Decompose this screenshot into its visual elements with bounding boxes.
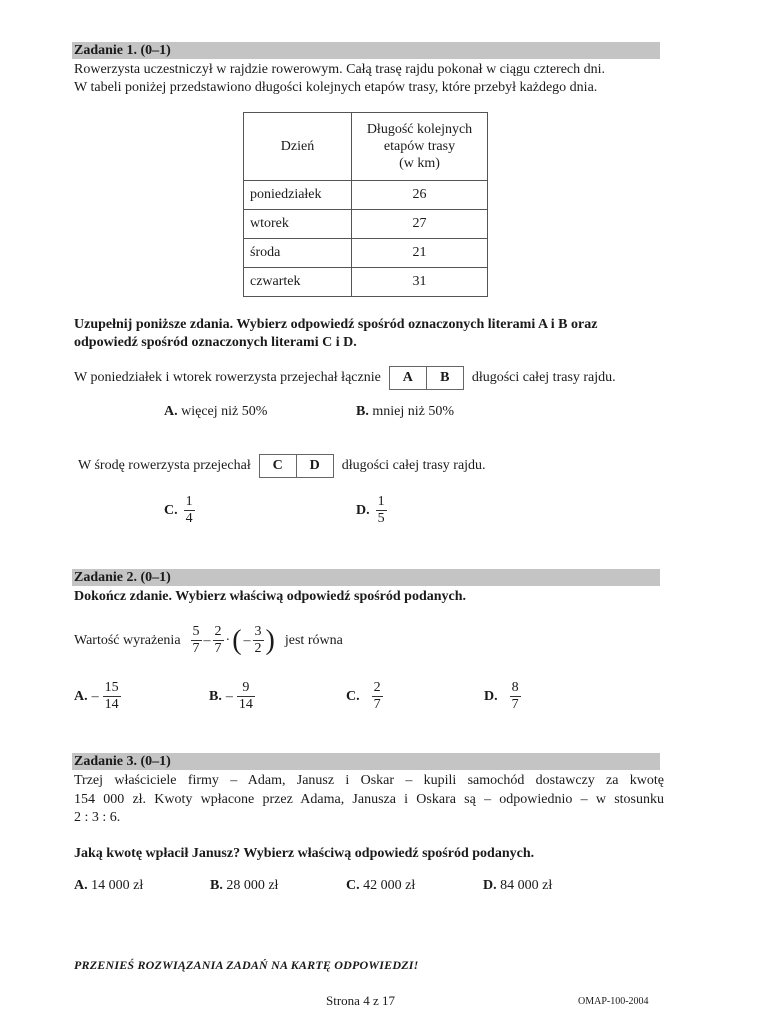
task2-option-b-label: B.: [209, 688, 222, 704]
task3-option-c-text: 42 000 zł: [363, 878, 416, 893]
option-a: [164, 404, 267, 420]
task2-option-c: [346, 680, 383, 713]
option-a-label: A.: [164, 404, 178, 419]
task3-option-a-label: A.: [74, 878, 88, 893]
option-b: [356, 404, 454, 420]
table-row: [244, 210, 488, 239]
task2-option-d: [484, 680, 521, 713]
sentence-1-after: długości całej trasy rajdu.: [471, 370, 616, 385]
task3-line2: 154 000 zł. Kwoty wpłacone przez Adama, Janusza i Oskara są – odpowiednio – w stosunku: [74, 792, 664, 807]
task2-option-a: [74, 680, 121, 713]
task3-option-b: [210, 878, 278, 894]
table-cell-day: środa: [244, 239, 352, 268]
task1-instruction-line2: odpowiedź spośród oznaczonych literami C i D.: [74, 335, 357, 350]
sentence-2-after: długości całej trasy rajdu.: [341, 458, 486, 473]
option-c: [164, 494, 195, 527]
option-c-label: C.: [164, 502, 178, 518]
expr-right-paren: ): [265, 624, 275, 656]
sentence-1-before: W poniedziałek i wtorek rowerzysta przejechał łącznie: [74, 370, 381, 385]
table-cell-km: 26: [352, 181, 488, 210]
task1-header: Zadanie 1. (0–1): [72, 42, 660, 59]
sentence-2-before: W środę rowerzysta przejechał: [78, 458, 251, 473]
expr-dot: ·: [225, 632, 231, 648]
task3-option-d-label: D.: [483, 878, 497, 893]
answer-b[interactable]: B: [426, 367, 463, 389]
table-header-day: Dzień: [244, 113, 352, 181]
table-header-length: [352, 113, 488, 181]
task1-instruction-line1: Uzupełnij poniższe zdania. Wybierz odpowiedź spośród oznaczonych literami A i B oraz: [74, 317, 598, 332]
task2-option-c-fraction: [372, 680, 383, 713]
sentence-2: [78, 453, 486, 479]
table-cell-day: czwartek: [244, 268, 352, 297]
table-row: [244, 268, 488, 297]
task3-option-b-label: B.: [210, 878, 223, 893]
task2-option-a-sign: –: [91, 688, 99, 704]
option-d-denominator: 5: [377, 511, 385, 526]
expr-frac-b: [213, 624, 224, 657]
expr-b-num: 2: [214, 624, 222, 639]
expr-frac-a: [191, 624, 202, 657]
expr-left-paren: (: [232, 624, 242, 656]
expr-a-num: 5: [192, 624, 200, 639]
task3-line1: Trzej właściciele firmy – Adam, Janusz i Oskar – kupili samochód dostawczy za kwotę: [74, 773, 664, 788]
task1-intro-line2: W tabeli poniżej przedstawiono długości kolejnych etapów trasy, które przebył każdego dnia.: [74, 80, 598, 95]
task2-option-b: [209, 680, 255, 713]
task2-header: Zadanie 2. (0–1): [72, 569, 660, 586]
task3-line3: 2 : 3 : 6.: [74, 810, 121, 825]
task2-option-a-den: 14: [104, 697, 119, 712]
answer-c[interactable]: C: [272, 458, 283, 473]
task2-option-d-num: 8: [511, 680, 519, 695]
task3-option-d: [483, 878, 552, 894]
table-cell-day: poniedziałek: [244, 181, 352, 210]
task3-option-a-text: 14 000 zł: [91, 878, 144, 893]
task2-option-c-den: 7: [373, 697, 381, 712]
expr-a-den: 7: [192, 641, 200, 656]
option-b-text: mniej niż 50%: [372, 404, 454, 419]
task3-option-a: [74, 878, 143, 894]
task2-option-b-num: 9: [242, 680, 250, 695]
option-d-fraction: [376, 494, 387, 527]
task2-option-d-den: 7: [511, 697, 519, 712]
expr-c-den: 2: [254, 641, 262, 656]
task2-option-b-den: 14: [238, 697, 253, 712]
task2-option-a-num: 15: [104, 680, 119, 695]
task1-intro-line1: Rowerzysta uczestniczył w rajdzie rowerowym. Całą trasę rajdu pokonał w ciągu czterech dni.: [74, 62, 606, 77]
table-cell-day: wtorek: [244, 210, 352, 239]
task2-option-c-label: C.: [346, 688, 360, 704]
task2-option-c-num: 2: [373, 680, 381, 695]
option-c-fraction: [184, 494, 195, 527]
table-row: [244, 181, 488, 210]
answer-box-ab[interactable]: [389, 366, 464, 390]
option-c-numerator: 1: [185, 494, 193, 509]
task2-instruction: Dokończ zdanie. Wybierz właściwą odpowiedź spośród podanych.: [74, 589, 467, 604]
task2-option-b-sign: –: [225, 688, 233, 704]
expression: [191, 624, 275, 657]
table-row: [244, 239, 488, 268]
document-code: OMAP-100-2004: [578, 996, 649, 1007]
task2-option-a-fraction: [103, 680, 121, 713]
task3-option-c-label: C.: [346, 878, 360, 893]
footer-notice: PRZENIEŚ ROZWIĄZANIA ZADAŃ NA KARTĘ ODPOWIEDZI!: [74, 958, 419, 972]
table-cell-km: 27: [352, 210, 488, 239]
expr-neg: –: [243, 632, 251, 648]
task2-option-a-label: A.: [74, 688, 88, 704]
task3-option-b-text: 28 000 zł: [226, 878, 279, 893]
expr-frac-c: [253, 624, 264, 657]
expression-before: Wartość wyrażenia: [74, 632, 181, 648]
answer-box-cd[interactable]: [259, 454, 334, 478]
distance-table: [243, 112, 488, 297]
table-header-length-line1: Długość kolejnych: [366, 122, 473, 137]
answer-d[interactable]: D: [296, 455, 333, 477]
option-d-label: D.: [356, 502, 370, 518]
option-d: [356, 494, 387, 527]
page-number: Strona 4 z 17: [326, 993, 395, 1008]
option-b-label: B.: [356, 404, 369, 419]
task3-question: Jaką kwotę wpłacił Janusz? Wybierz właściwą odpowiedź spośród podanych.: [74, 846, 535, 861]
expression-after: jest równa: [284, 632, 343, 648]
option-d-numerator: 1: [377, 494, 385, 509]
task2-option-b-fraction: [237, 680, 255, 713]
table-header-length-line2: etapów trasy: [383, 139, 456, 154]
expr-b-den: 7: [214, 641, 222, 656]
task2-option-d-label: D.: [484, 688, 498, 704]
option-c-denominator: 4: [185, 511, 193, 526]
expr-c-num: 3: [254, 624, 262, 639]
task2-option-d-fraction: [510, 680, 521, 713]
expr-minus: –: [203, 632, 211, 648]
task3-header: Zadanie 3. (0–1): [72, 753, 660, 770]
table-cell-km: 21: [352, 239, 488, 268]
table-cell-km: 31: [352, 268, 488, 297]
answer-a[interactable]: A: [402, 370, 413, 385]
option-a-text: więcej niż 50%: [181, 404, 268, 419]
task3-option-d-text: 84 000 zł: [500, 878, 553, 893]
sentence-1: [74, 365, 616, 391]
table-header-length-line3: (w km): [399, 156, 440, 171]
task3-option-c: [346, 878, 415, 894]
task2-expression-line: [74, 624, 343, 657]
